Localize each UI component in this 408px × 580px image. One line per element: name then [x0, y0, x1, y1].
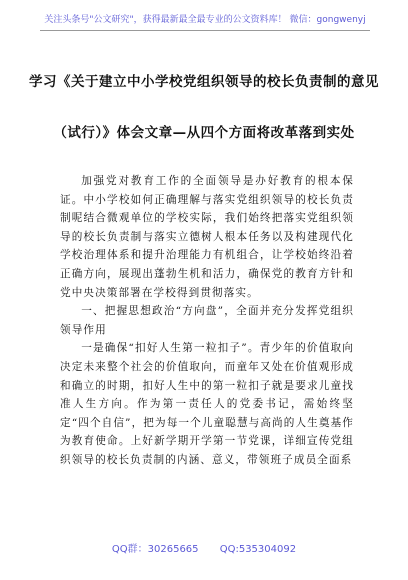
document-body — [60, 172, 354, 470]
document-title-line-2: （试行）》体会文章—从四个方面将改革落到实处 — [53, 125, 355, 141]
footer-contact — [0, 540, 408, 555]
document-title-line-1: 学习《关于建立中小学校党组织领导的校长负责制的意见 — [29, 74, 379, 90]
paragraph-intro: 加强党对教育工作的全面领导是办好教育的根本保证。中小学校如何正确理解与落实党组织领导的校长负责制呢结合微观单位的学校实际，我们始终把落实党组织领导的校长负责制与落实立德树人根本任务以及构建现代化学校治理体系和提升治理能力有机组合，让学校始终沿着正确方向，展现出蓬勃生机和活力，确保党的教育方针和党中央决策部署在学校得到贯彻落实。 — [60, 175, 354, 299]
footer-qq-group: QQ群：30265665 — [111, 544, 199, 555]
header-banner: 关注头条号"公文研究"，获得最新最全最专业的公文资料库！ 微信：gongwenyj — [40, 12, 370, 31]
paragraph-section-heading: 一、把握思想政治“方向盘”，全面并充分发挥党组织领导作用 — [60, 305, 354, 336]
paragraph-point-one: 一是确保“扣好人生第一粒扣子”。青少年的价值取向决定未来整个社会的价值取向，而童年又处在价值观形成和确立的时期，扣好人生中的第一粒扣子就是要求儿童找准人生方向。作为第一责任人的党委书记，需始终坚定“四个自信”，把为每一个儿童聪慧与高尚的人生奠基作为教育使命。上好新学期开学第一节党课，详细宣传党组织领导的校长负责制的内涵、意义，带领班子成员全面系 — [60, 342, 354, 466]
footer-qq-number: QQ:535304092 — [219, 544, 297, 555]
